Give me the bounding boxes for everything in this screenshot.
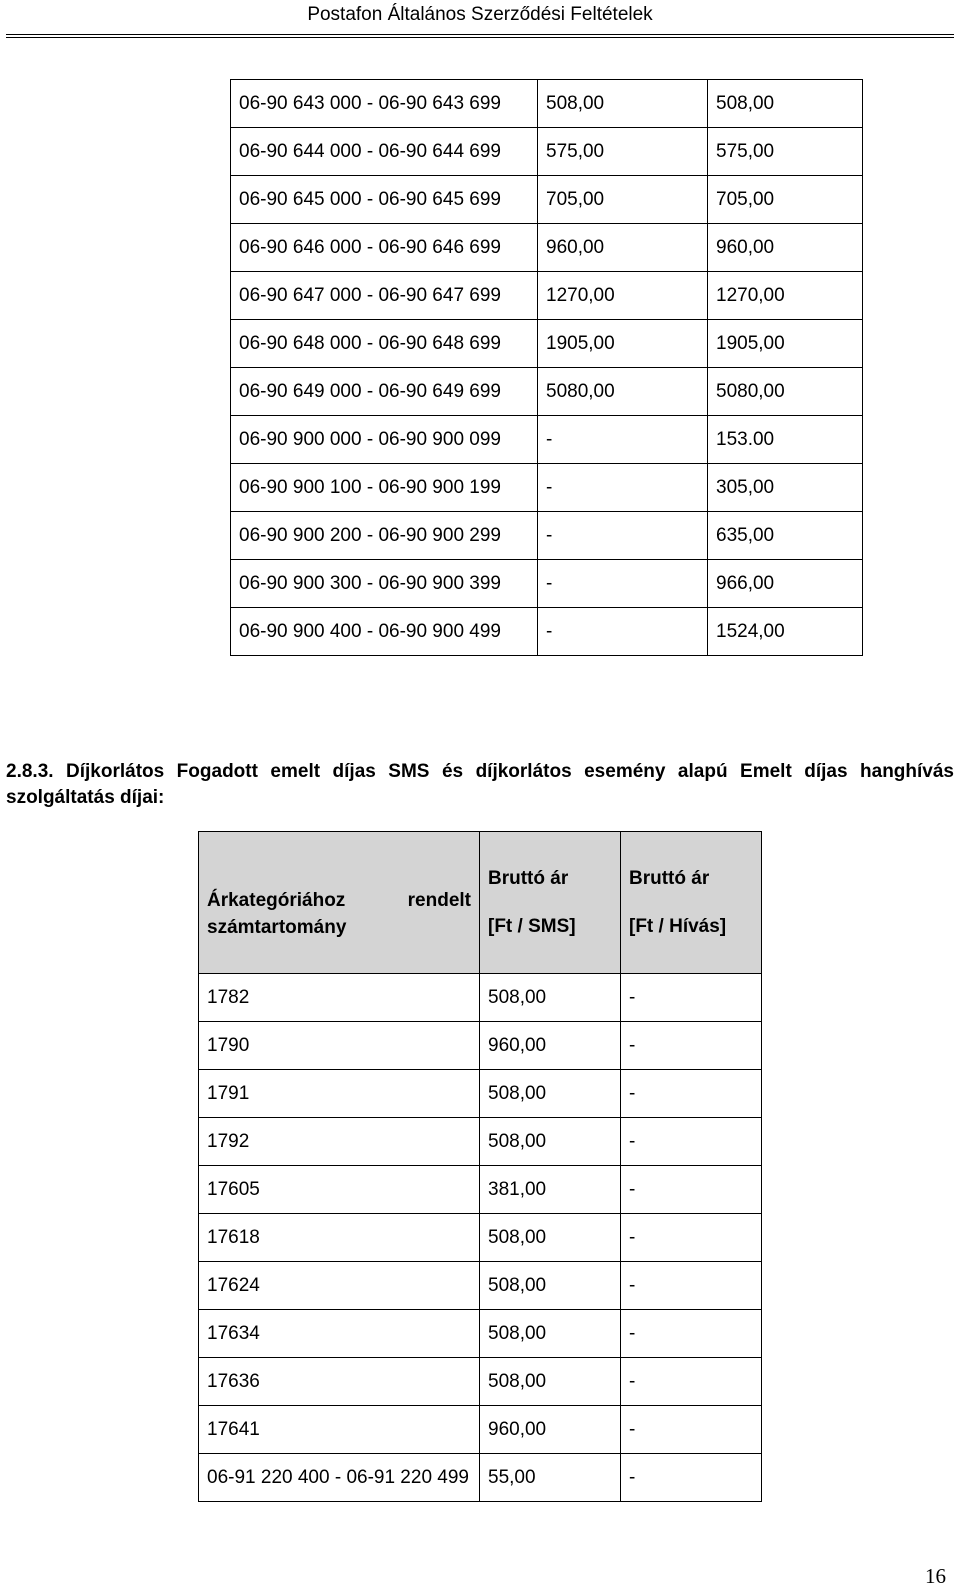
table-cell: 17618 — [199, 1214, 480, 1262]
table-row — [231, 512, 863, 560]
table-row — [199, 1262, 762, 1310]
table-cell: 153.00 — [708, 416, 863, 464]
table-cell: 1905,00 — [708, 320, 863, 368]
table-cell: - — [621, 1406, 762, 1454]
table-cell: 508,00 — [480, 974, 621, 1022]
page-number: 16 — [925, 1564, 946, 1588]
table-cell: 508,00 — [480, 1358, 621, 1406]
table-cell: 508,00 — [708, 80, 863, 128]
page-header-title: Postafon Általános Szerződési Feltételek — [307, 4, 653, 25]
table-cell: 17605 — [199, 1166, 480, 1214]
table-cell: - — [538, 560, 708, 608]
table-row — [231, 272, 863, 320]
table-cell: - — [538, 608, 708, 656]
table-cell: 508,00 — [480, 1214, 621, 1262]
table-row — [199, 1070, 762, 1118]
table-cell: 06-90 645 000 - 06-90 645 699 — [231, 176, 538, 224]
table-cell: 960,00 — [538, 224, 708, 272]
rate-table-2-body — [199, 974, 762, 1502]
table-cell: 381,00 — [480, 1166, 621, 1214]
table-cell: 06-90 900 300 - 06-90 900 399 — [231, 560, 538, 608]
table-row — [231, 464, 863, 512]
table-row — [231, 224, 863, 272]
table-cell: - — [621, 1166, 762, 1214]
section-heading: 2.8.3. Díjkorlátos Fogadott emelt díjas SMS és díjkorlátos esemény alapú Emelt díjas hanghívás szolgáltatás díjai: — [6, 761, 954, 808]
table-cell: 06-90 900 100 - 06-90 900 199 — [231, 464, 538, 512]
table-cell: - — [621, 974, 762, 1022]
header-cell-sms-price — [480, 832, 621, 974]
table-row — [199, 1406, 762, 1454]
header-label-range: számtartomány — [207, 916, 347, 938]
table-cell: 508,00 — [480, 1262, 621, 1310]
table-cell: 06-90 649 000 - 06-90 649 699 — [231, 368, 538, 416]
rate-table-1 — [230, 79, 863, 656]
table-cell: 1791 — [199, 1070, 480, 1118]
table-row — [231, 320, 863, 368]
rate-table-1-body — [231, 80, 863, 656]
table-cell: 06-91 220 400 - 06-91 220 499 — [199, 1454, 480, 1502]
header-label-unit-sms: [Ft / SMS] — [488, 916, 576, 937]
table-cell: 17641 — [199, 1406, 480, 1454]
table-cell: 1792 — [199, 1118, 480, 1166]
header-label-unit-call: [Ft / Hívás] — [629, 916, 727, 937]
table-cell: 5080,00 — [708, 368, 863, 416]
table-cell: 06-90 900 400 - 06-90 900 499 — [231, 608, 538, 656]
table-cell: - — [621, 1214, 762, 1262]
table-cell: 508,00 — [480, 1118, 621, 1166]
table-cell: 06-90 646 000 - 06-90 646 699 — [231, 224, 538, 272]
table-cell: - — [621, 1310, 762, 1358]
table-cell: 06-90 647 000 - 06-90 647 699 — [231, 272, 538, 320]
table-cell: - — [621, 1022, 762, 1070]
table-cell: 705,00 — [708, 176, 863, 224]
header-row — [199, 832, 762, 974]
table-cell: 960,00 — [708, 224, 863, 272]
header-cell-call-price — [621, 832, 762, 974]
table-cell: - — [538, 416, 708, 464]
table-cell: 17624 — [199, 1262, 480, 1310]
table-cell: 575,00 — [538, 128, 708, 176]
table-cell: 06-90 648 000 - 06-90 648 699 — [231, 320, 538, 368]
table-cell: 635,00 — [708, 512, 863, 560]
table-row — [199, 1166, 762, 1214]
table-cell: - — [621, 1070, 762, 1118]
table-cell: 508,00 — [480, 1310, 621, 1358]
table-row — [199, 1214, 762, 1262]
table-row — [199, 1310, 762, 1358]
table-cell: - — [621, 1118, 762, 1166]
table-cell: 17636 — [199, 1358, 480, 1406]
rate-table-2 — [198, 831, 762, 1502]
table-cell: 960,00 — [480, 1022, 621, 1070]
table-row — [231, 176, 863, 224]
table-cell: 1270,00 — [538, 272, 708, 320]
table-cell: - — [621, 1454, 762, 1502]
table-cell: 55,00 — [480, 1454, 621, 1502]
table-cell: 1782 — [199, 974, 480, 1022]
table-cell: 705,00 — [538, 176, 708, 224]
table-cell: 966,00 — [708, 560, 863, 608]
header-label-assigned: rendelt — [407, 889, 471, 911]
table-cell: 575,00 — [708, 128, 863, 176]
table-cell: - — [621, 1262, 762, 1310]
table-cell: - — [538, 512, 708, 560]
table-row — [231, 128, 863, 176]
table-cell: 508,00 — [480, 1070, 621, 1118]
table-cell: 508,00 — [538, 80, 708, 128]
header-cell-number-range — [199, 832, 480, 974]
table-cell: 305,00 — [708, 464, 863, 512]
table-cell: - — [621, 1358, 762, 1406]
table-row — [199, 1358, 762, 1406]
table-row — [199, 1022, 762, 1070]
table-row — [231, 80, 863, 128]
table-cell: 06-90 900 000 - 06-90 900 099 — [231, 416, 538, 464]
table-row — [231, 368, 863, 416]
rate-table-2-header — [199, 832, 762, 974]
header-divider — [6, 34, 954, 38]
header-label-category: Árkategóriához — [207, 889, 346, 911]
table-cell: 960,00 — [480, 1406, 621, 1454]
header-label-gross-price: Bruttó ár — [488, 868, 569, 889]
header-label-gross-price: Bruttó ár — [629, 868, 710, 889]
table-row — [199, 974, 762, 1022]
table-row — [199, 1454, 762, 1502]
table-row — [231, 608, 863, 656]
table-cell: 1270,00 — [708, 272, 863, 320]
table-row — [199, 1118, 762, 1166]
table-row — [231, 416, 863, 464]
table-cell: 1790 — [199, 1022, 480, 1070]
table-row — [231, 560, 863, 608]
table-cell: 1905,00 — [538, 320, 708, 368]
table-cell: 1524,00 — [708, 608, 863, 656]
table-cell: 5080,00 — [538, 368, 708, 416]
table-cell: 06-90 643 000 - 06-90 643 699 — [231, 80, 538, 128]
table-cell: 17634 — [199, 1310, 480, 1358]
table-cell: 06-90 644 000 - 06-90 644 699 — [231, 128, 538, 176]
table-cell: 06-90 900 200 - 06-90 900 299 — [231, 512, 538, 560]
table-cell: - — [538, 464, 708, 512]
